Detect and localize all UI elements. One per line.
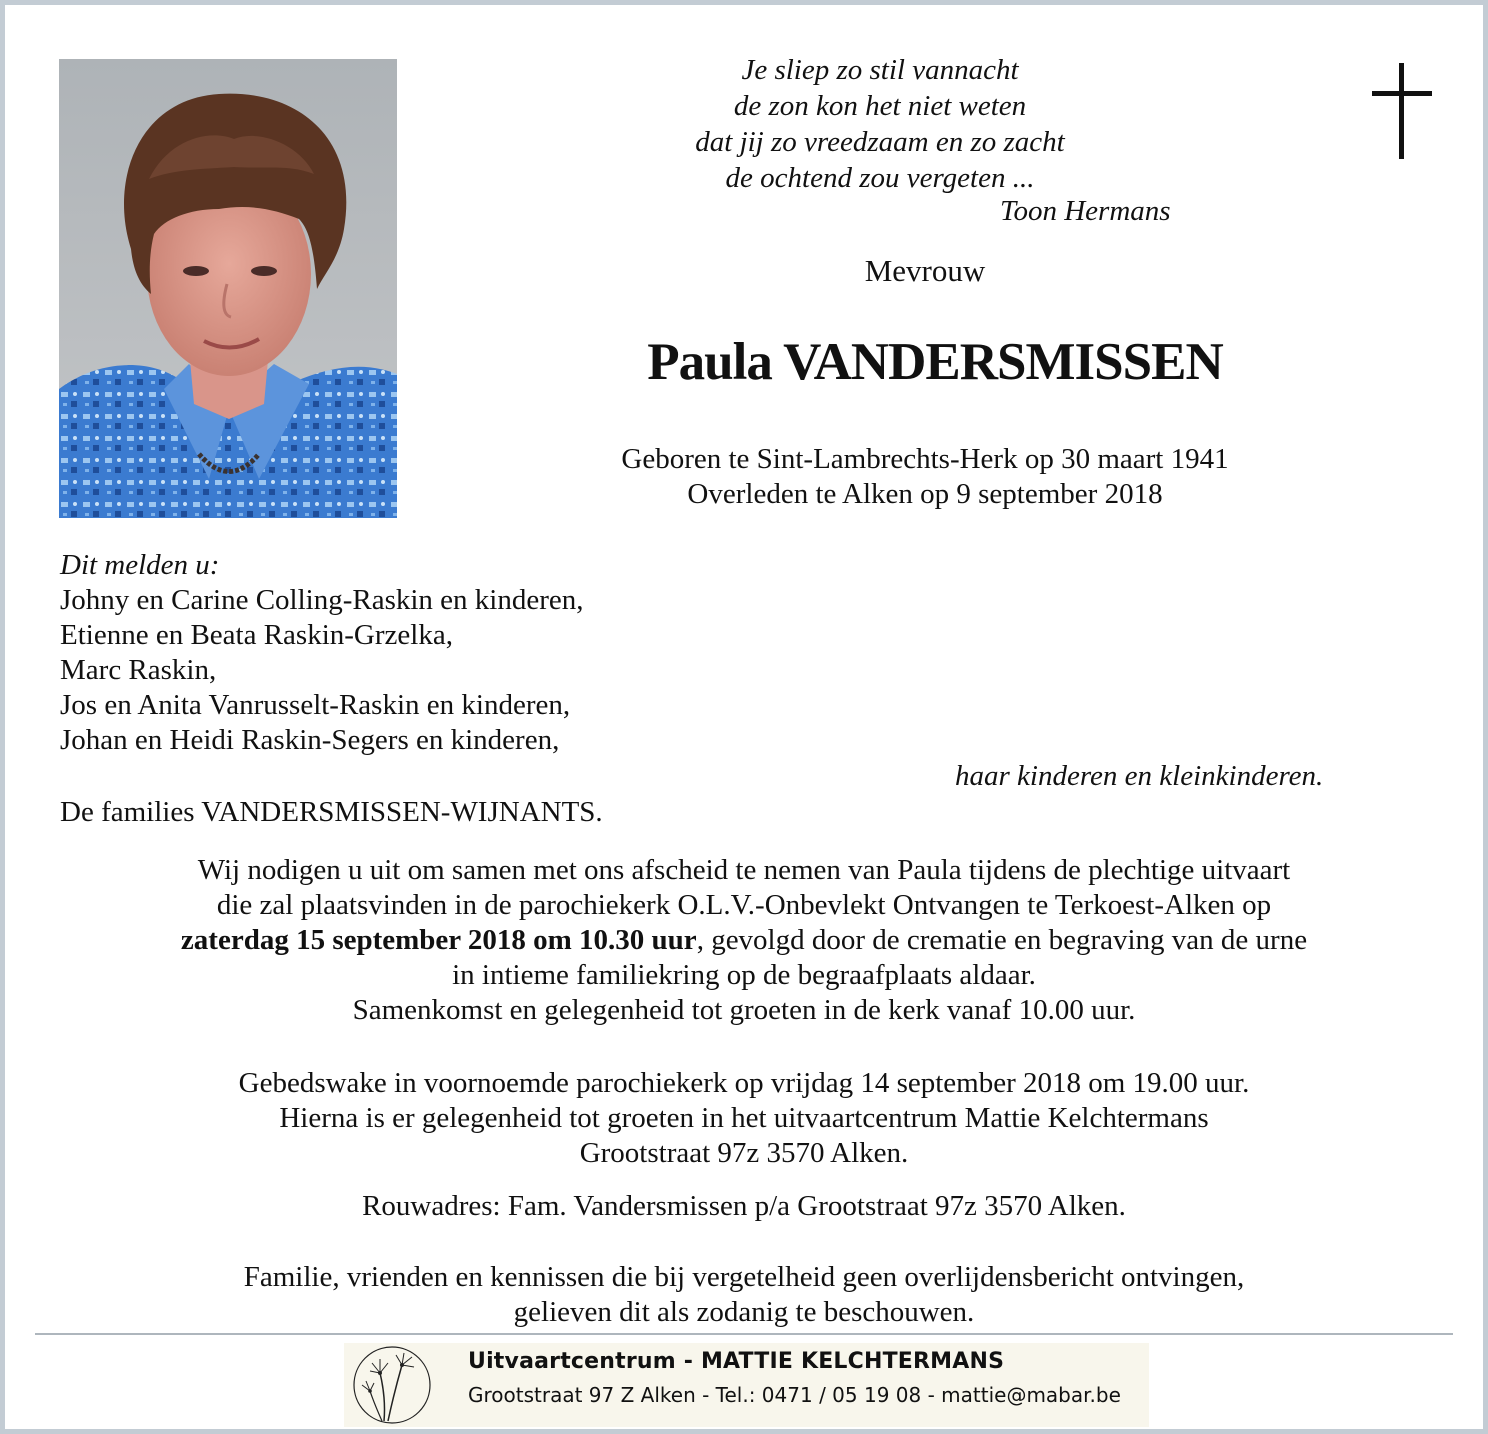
prayer-wake-info bbox=[40, 1066, 1448, 1171]
list-item: Johan en Heidi Raskin-Segers en kinderen, bbox=[60, 724, 560, 756]
footer-divider bbox=[35, 1333, 1453, 1335]
announcers-list bbox=[60, 583, 760, 758]
poem-line: Je sliep zo stil vannacht bbox=[741, 54, 1019, 86]
funeral-invitation bbox=[40, 853, 1448, 1028]
invitation-line-date bbox=[40, 923, 1448, 958]
birth-death-dates bbox=[520, 442, 1330, 512]
poem-line: de ochtend zou vergeten ... bbox=[725, 162, 1035, 194]
wake-line: Grootstraat 97z 3570 Alken. bbox=[579, 1137, 909, 1169]
list-item: Marc Raskin, bbox=[60, 654, 217, 686]
list-item: Johny en Carine Colling-Raskin en kinderen, bbox=[60, 584, 584, 616]
funeral-date: zaterdag 15 september 2018 om 10.30 uur bbox=[180, 924, 697, 956]
poem-line: dat jij zo vreedzaam en zo zacht bbox=[695, 126, 1065, 158]
portrait-photo bbox=[59, 59, 397, 518]
deceased-title: Mevrouw bbox=[864, 253, 986, 288]
deceased-name: Paula VANDERSMISSEN bbox=[647, 333, 1223, 391]
mourning-address: Rouwadres: Fam. Vandersmissen p/a Grootstraat 97z 3570 Alken. bbox=[362, 1190, 1126, 1222]
invitation-line: Samenkomst en gelegenheid tot groeten in de kerk vanaf 10.00 uur. bbox=[352, 994, 1136, 1026]
announcers-intro: Dit melden u: bbox=[60, 549, 220, 581]
funeral-home-contact: Grootstraat 97 Z Alken - Tel.: 0471 / 05 19 08 - mattie@mabar.be bbox=[468, 1383, 1121, 1407]
closing-line: Familie, vrienden en kennissen die bij vergetelheid geen overlijdensbericht ontvingen, bbox=[243, 1261, 1245, 1293]
announcers-block bbox=[60, 548, 760, 758]
dandelion-logo-icon bbox=[344, 1343, 440, 1427]
memorial-poem bbox=[540, 52, 1220, 196]
closing-line: gelieven dit als zodanig te beschouwen. bbox=[513, 1296, 975, 1328]
invitation-line: die zal plaatsvinden in de parochiekerk O.L.V.-Onbevlekt Ontvangen te Terkoest-Alken op bbox=[216, 889, 1272, 921]
families-line: De families VANDERSMISSEN-WIJNANTS. bbox=[60, 796, 603, 828]
funeral-home-name: Uitvaartcentrum - MATTIE KELCHTERMANS bbox=[468, 1349, 1005, 1374]
invitation-line-rest: , gevolgd door de crematie en begraving van de urne bbox=[696, 924, 1308, 956]
cross-icon bbox=[1372, 63, 1432, 159]
wake-line: Gebedswake in voornoemde parochiekerk op vrijdag 14 september 2018 om 19.00 uur. bbox=[238, 1067, 1250, 1099]
death-date-line: Overleden te Alken op 9 september 2018 bbox=[687, 478, 1163, 510]
poem-author: Toon Hermans bbox=[1000, 195, 1171, 227]
birth-date-line: Geboren te Sint-Lambrechts-Herk op 30 maart 1941 bbox=[621, 443, 1229, 475]
invitation-line: in intieme familiekring op de begraafplaats aldaar. bbox=[452, 959, 1036, 991]
closing-note bbox=[40, 1260, 1448, 1330]
list-item: Jos en Anita Vanrusselt-Raskin en kinderen, bbox=[60, 689, 571, 721]
wake-line: Hierna is er gelegenheid tot groeten in het uitvaartcentrum Mattie Kelchtermans bbox=[279, 1102, 1209, 1134]
list-item: Etienne en Beata Raskin-Grzelka, bbox=[60, 619, 453, 651]
children-summary: haar kinderen en kleinkinderen. bbox=[955, 760, 1324, 792]
invitation-line: Wij nodigen u uit om samen met ons afscheid te nemen van Paula tijdens de plechtige uitvaart bbox=[197, 854, 1291, 886]
poem-line: de zon kon het niet weten bbox=[733, 90, 1027, 122]
